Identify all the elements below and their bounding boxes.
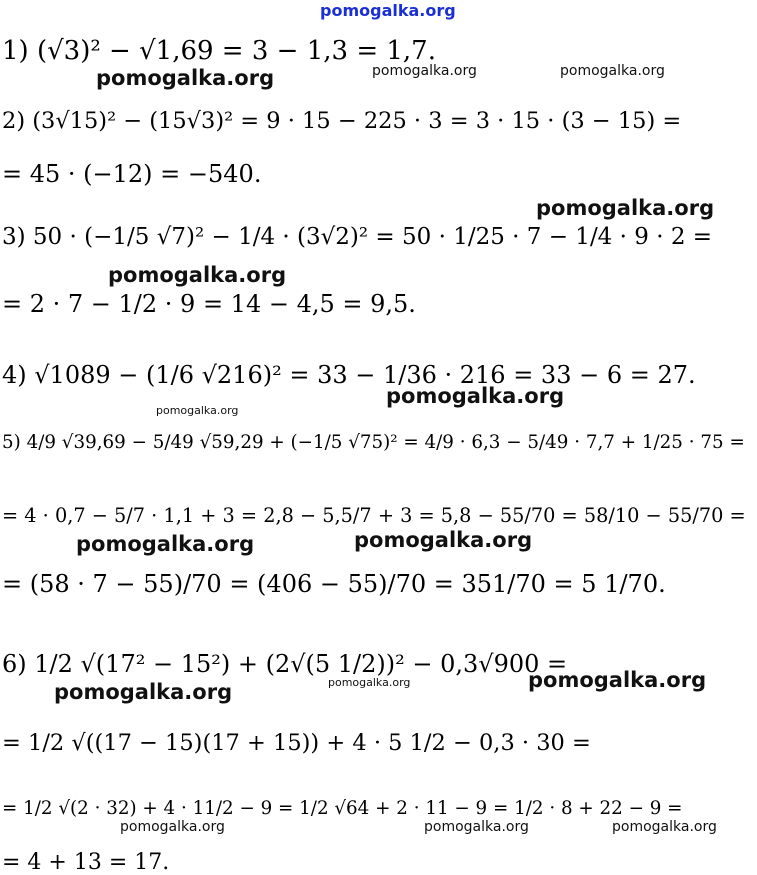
solution-line-2: 2) (3√15)² − (15√3)² = 9 · 15 − 225 · 3 = 3 · 15 · (3 − 15) = <box>2 108 682 134</box>
watermark: pomogalka.org <box>54 680 233 704</box>
solution-line-7: 5) 4/9 √39,69 − 5/49 √59,29 + (−1/5 √75)² = 4/9 · 6,3 − 5/49 · 7,7 + 1/25 · 75 = <box>2 432 745 453</box>
watermark: pomogalka.org <box>536 196 715 220</box>
solution-line-6: 4) √1089 − (1/6 √216)² = 33 − 1/36 · 216 = 33 − 6 = 27. <box>2 361 696 389</box>
solution-line-3: = 45 · (−12) = −540. <box>2 160 262 188</box>
solution-line-11: = 1/2 √((17 − 15)(17 + 15)) + 4 · 5 1/2 − 0,3 · 30 = <box>2 730 591 756</box>
watermark: pomogalka.org <box>96 66 275 90</box>
watermark: pomogalka.org <box>424 819 529 835</box>
solution-line-1: 1) (√3)² − √1,69 = 3 − 1,3 = 1,7. <box>2 36 436 66</box>
solution-line-12: = 1/2 √(2 · 32) + 4 · 11/2 − 9 = 1/2 √64 + 2 · 11 − 9 = 1/2 · 8 + 22 − 9 = <box>2 798 683 819</box>
watermark: pomogalka.org <box>156 404 239 417</box>
solution-line-10: 6) 1/2 √(17² − 15²) + (2√(5 1/2))² − 0,3√900 = <box>2 650 568 678</box>
watermark: pomogalka.org <box>76 532 255 556</box>
solution-line-5: = 2 · 7 − 1/2 · 9 = 14 − 4,5 = 9,5. <box>2 290 416 318</box>
solution-line-8: = 4 · 0,7 − 5/7 · 1,1 + 3 = 2,8 − 5,5/7 + 3 = 5,8 − 55/70 = 58/10 − 55/70 = <box>2 504 746 527</box>
watermark: pomogalka.org <box>354 528 533 552</box>
watermark: pomogalka.org <box>120 819 225 835</box>
watermark: pomogalka.org <box>328 676 411 689</box>
watermark-top: pomogalka.org <box>320 1 456 20</box>
solution-line-4: 3) 50 · (−1/5 √7)² − 1/4 · (3√2)² = 50 · 1/25 · 7 − 1/4 · 9 · 2 = <box>2 224 713 250</box>
solution-line-13: = 4 + 13 = 17. <box>2 850 170 875</box>
watermark: pomogalka.org <box>528 668 707 692</box>
watermark: pomogalka.org <box>560 63 665 79</box>
watermark: pomogalka.org <box>108 263 287 287</box>
watermark: pomogalka.org <box>612 819 717 835</box>
solution-line-9: = (58 · 7 − 55)/70 = (406 − 55)/70 = 351/70 = 5 1/70. <box>2 570 666 598</box>
watermark: pomogalka.org <box>386 384 565 408</box>
watermark: pomogalka.org <box>372 63 477 79</box>
